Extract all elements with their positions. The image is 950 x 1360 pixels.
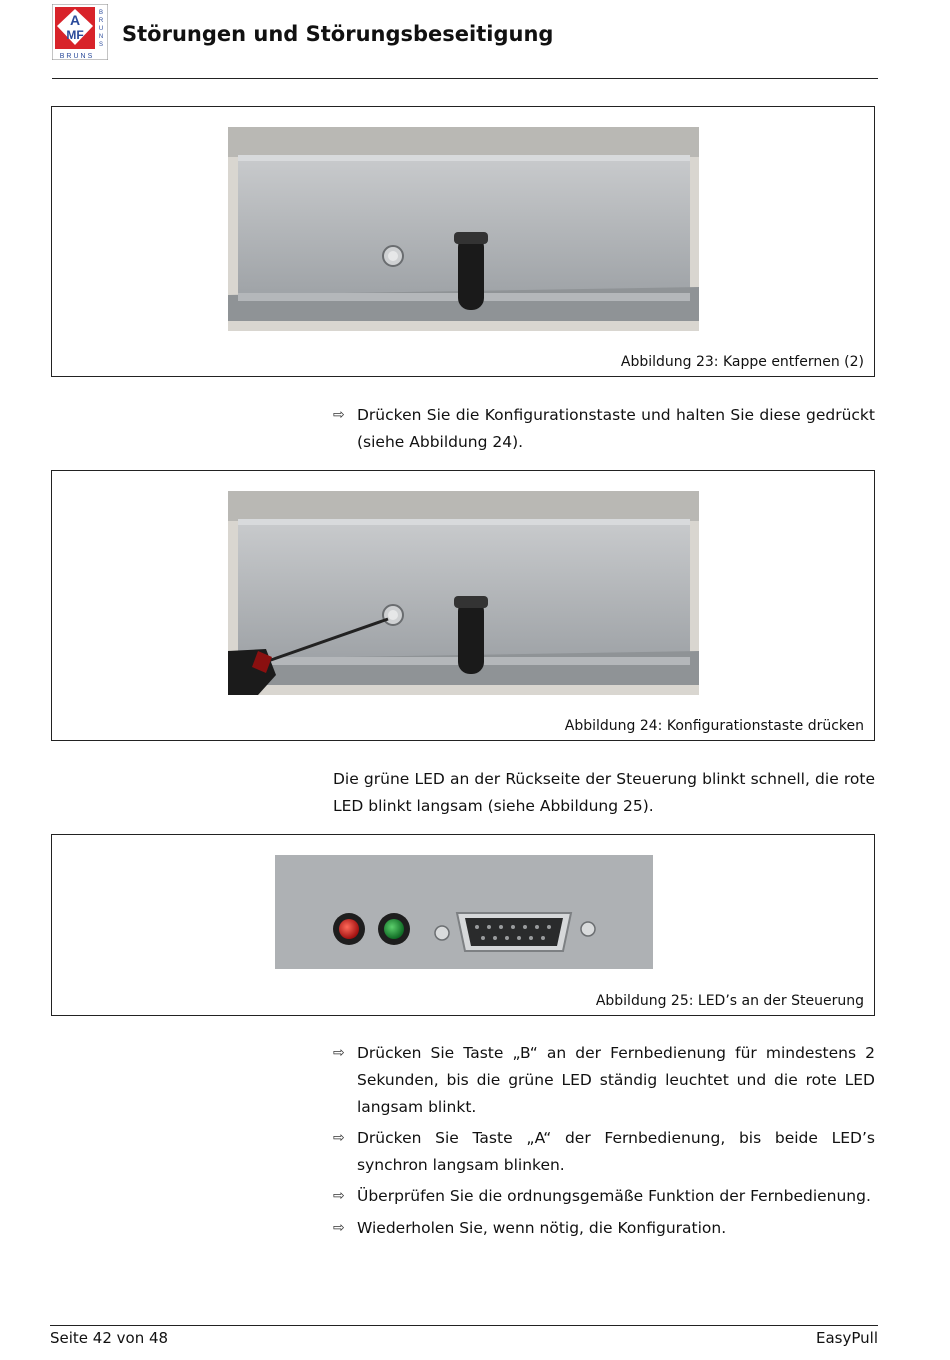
step-text: Drücken Sie Taste „A“ der Fernbedienung, bis beide LED’s synchron langsam blinken. xyxy=(357,1129,875,1174)
step-text: Wiederholen Sie, wenn nötig, die Konfiguration. xyxy=(357,1219,727,1237)
figure-24 xyxy=(51,470,875,741)
list-item xyxy=(333,1040,875,1121)
step-text: Drücken Sie Taste „B“ an der Fernbedienung für mindestens 2 Sekunden, bis die grüne LED ständig leuchtet und die rote LED langsam blinkt. xyxy=(357,1044,875,1116)
svg-text:R: R xyxy=(98,18,104,24)
svg-text:BRUNS: BRUNS xyxy=(59,53,95,60)
svg-text:A: A xyxy=(69,12,81,28)
figure-caption: Abbildung 25: LED’s an der Steuerung xyxy=(595,993,864,1009)
page-footer xyxy=(50,1325,878,1347)
photo-press-config-button xyxy=(228,491,699,695)
list-item xyxy=(333,1125,875,1179)
list-item xyxy=(333,1215,875,1242)
figure-caption: Abbildung 23: Kappe entfernen (2) xyxy=(620,354,864,370)
list-item xyxy=(333,402,875,456)
arrow-icon: ⇨ xyxy=(333,1188,345,1204)
svg-text:B: B xyxy=(98,10,104,16)
photo-remove-cap xyxy=(228,127,699,331)
svg-text:U: U xyxy=(98,26,104,32)
arrow-icon: ⇨ xyxy=(333,1130,345,1146)
paragraph: Die grüne LED an der Rückseite der Steuerung blinkt schnell, die rote LED blinkt langsam (siehe Abbildung 25). xyxy=(333,770,875,815)
list-item xyxy=(333,1183,875,1210)
svg-text:S: S xyxy=(98,42,104,48)
arrow-icon: ⇨ xyxy=(333,1045,345,1061)
svg-text:MF: MF xyxy=(66,28,84,42)
arrow-icon: ⇨ xyxy=(333,1220,345,1236)
step-text: Überprüfen Sie die ordnungsgemäße Funktion der Fernbedienung. xyxy=(357,1187,871,1205)
figure-25 xyxy=(51,834,875,1016)
figure-23 xyxy=(51,106,875,377)
svg-text:N: N xyxy=(98,34,104,40)
page-title: Störungen und Störungsbeseitigung xyxy=(122,22,554,46)
product-name: EasyPull xyxy=(816,1329,878,1347)
arrow-icon: ⇨ xyxy=(333,407,345,423)
company-logo xyxy=(52,4,108,60)
step-text: Drücken Sie die Konfigurationstaste und halten Sie diese gedrückt (siehe Abbildung 24). xyxy=(357,406,875,451)
photo-leds xyxy=(275,855,653,969)
figure-caption: Abbildung 24: Konfigurationstaste drücken xyxy=(564,718,864,734)
page-number: Seite 42 von 48 xyxy=(50,1329,169,1347)
page-header xyxy=(52,4,878,79)
